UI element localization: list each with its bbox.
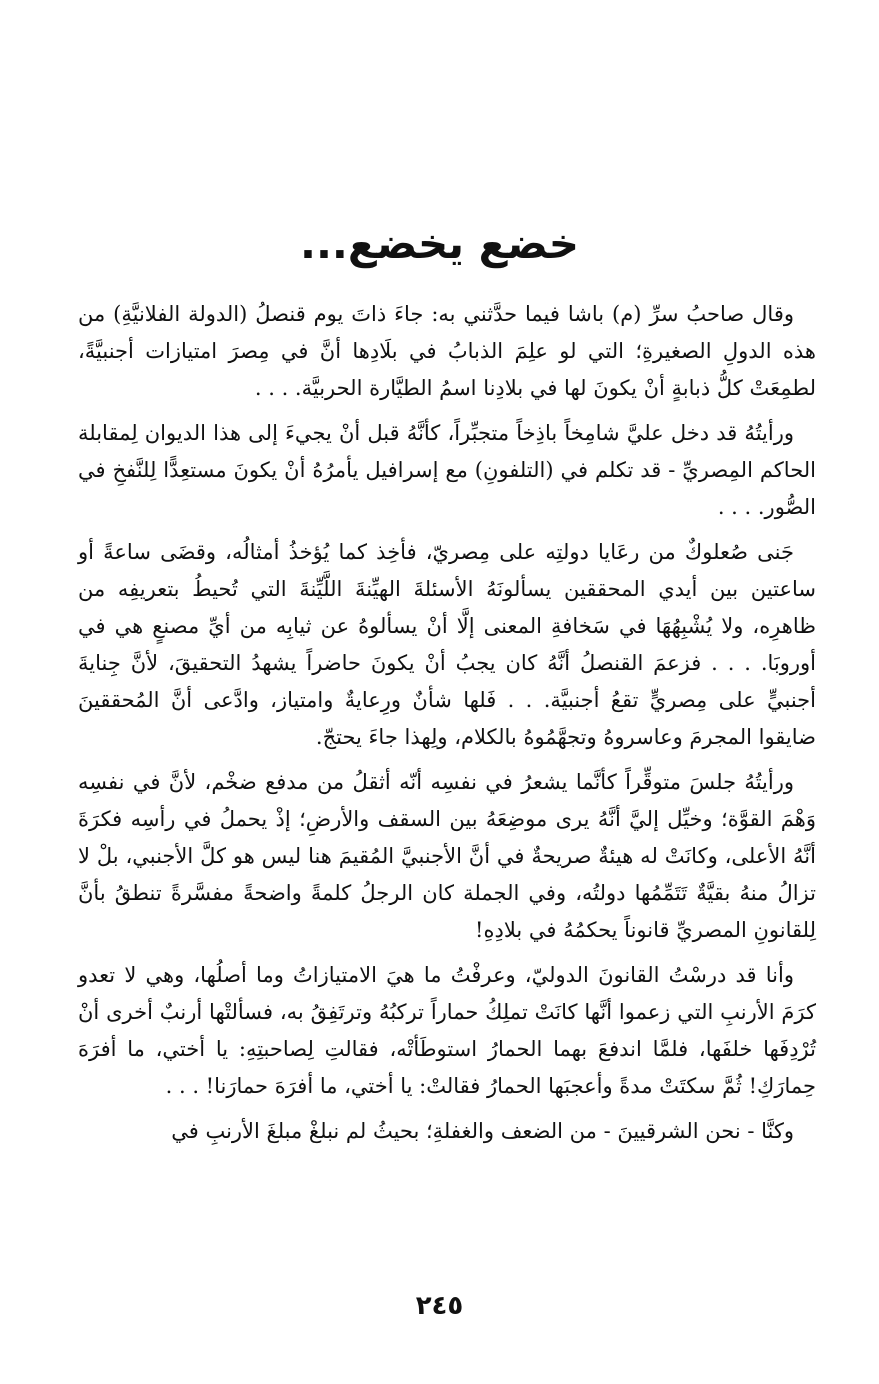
paragraph-5: وأنا قد درسْتُ القانونَ الدوليّ، وعرفْتُ ما هيَ الامتيازاتُ وما أصلُها، وهي لا تعدو كرَمَ الأرنبِ التي زعموا أنَّها كانَتْ تملِكُ حماراً تركبُهُ وترتَفِقُ به، فسألتْها أرنبٌ أخرى أنْ تُرْدِفَها خلفَها، فلمَّا اندفعَ بهما الحمارُ استوطَأتْه، فقالتِ لِصاحبتِهِ: يا أختي، ما أفرَهَ حِمارَكِ! ثُمَّ سكتَتْ مدةً وأعجبَها الحمارُ فقالتْ: يا أختي، ما أفرَهَ حمارَنا! . . . — [78, 963, 816, 1098]
paragraph-2: ورأيتُهُ قد دخل عليَّ شامِخاً باذِخاً متجبِّراً، كأنَّهُ قبل أنْ يجيءَ إلى هذا الديوان لِمقابلة الحاكم المِصريِّ - قد تكلم في (التلفونِ) مع إسرافيل يأمرُهُ أنْ يكونَ مستعِدًّا لِلنَّفخِ في الصُّور. . . . — [78, 421, 816, 519]
page-number: ٢٤٥ — [415, 1291, 464, 1321]
paragraph-1: وقال صاحبُ سرِّ (م) باشا فيما حدَّثني به: جاءَ ذاتَ يوم قنصلُ (الدولة الفلانيَّةِ) من هذه الدولِ الصغيرةِ؛ التي لو علِمَ الذبابُ في بلَادِها أنَّ في مِصرَ امتيازات أجنبيَّةً، لطمِعَتْ كلُّ ذبابةٍ أنْ يكونَ لها في بلادِنا اسمُ الطيَّارة الحربيَّة. . . . — [78, 302, 816, 400]
body-text — [78, 296, 816, 1158]
chapter-title: خضع يخضع... — [300, 219, 579, 268]
paragraph-4: ورأيتُهُ جلسَ متوقِّراً كأنَّما يشعرُ في نفسِه أنّه أثقلُ من مدفع ضخْم، لأنَّ في نفسِه وَهْمَ القوَّة؛ وخيِّل إليَّ أنَّهُ يرى موضِعَهُ بين السقف والأرضِ؛ إذْ يحملُ في رأسِه فكرَةَ أنَّهُ الأعلى، وكانَتْ له هيئةٌ صريحةٌ في أنَّ الأجنبيَّ المُقيمَ هنا ليس هو كلَّ الأجنبي، بلْ لا تزالُ منهُ بقيَّةٌ تَتَمِّمُها دولتُه، وفي الجملة كان الرجلُ كلمةً واضحةً مفسَّرةً تنطقُ بأنَّ لِلقانونِ المصريِّ قانوناً يحكمُهُ في بلادِهِ! — [78, 770, 816, 942]
paragraph-6: وكنَّا - نحن الشرقيينَ - من الضعف والغفلةِ؛ بحيثُ لم نبلغْ مبلغَ الأرنبِ في — [171, 1119, 794, 1143]
paragraph-3: جَنى صُعلوكٌ من رعَايا دولتِه على مِصريّ، فأخِذ كما يُؤخذُ أمثالُه، وقضَى ساعةً أو ساعتين بين أيدي المحققين يسألونَهُ الأسئلةَ الهيِّنةَ اللَّيِّنةَ التي تُحيطُ بتعريفِه من ظاهرِه، ولا يُشْبِهُهَا في سَخافةِ المعنى إلَّا أنْ يسألوهُ عن ثيابِه من أيِّ مصنعٍ هي في أوروبَا. . . . فزعمَ القنصلُ أنَّهُ كان يجبُ أنْ يكونَ حاضراً يشهدُ التحقيقَ، لأنَّ جِنايةَ أجنبيٍّ على مِصريٍّ تقعُ أجنبيَّة. . . فَلها شأنٌ ورِعايةٌ وامتياز، وادَّعى أنَّ المُحققينَ ضايقوا المجرمَ وعاسروهُ وتجهَّمُوهُ بالكلام، ولِهذا جاءَ يحتجّ. — [78, 540, 816, 749]
